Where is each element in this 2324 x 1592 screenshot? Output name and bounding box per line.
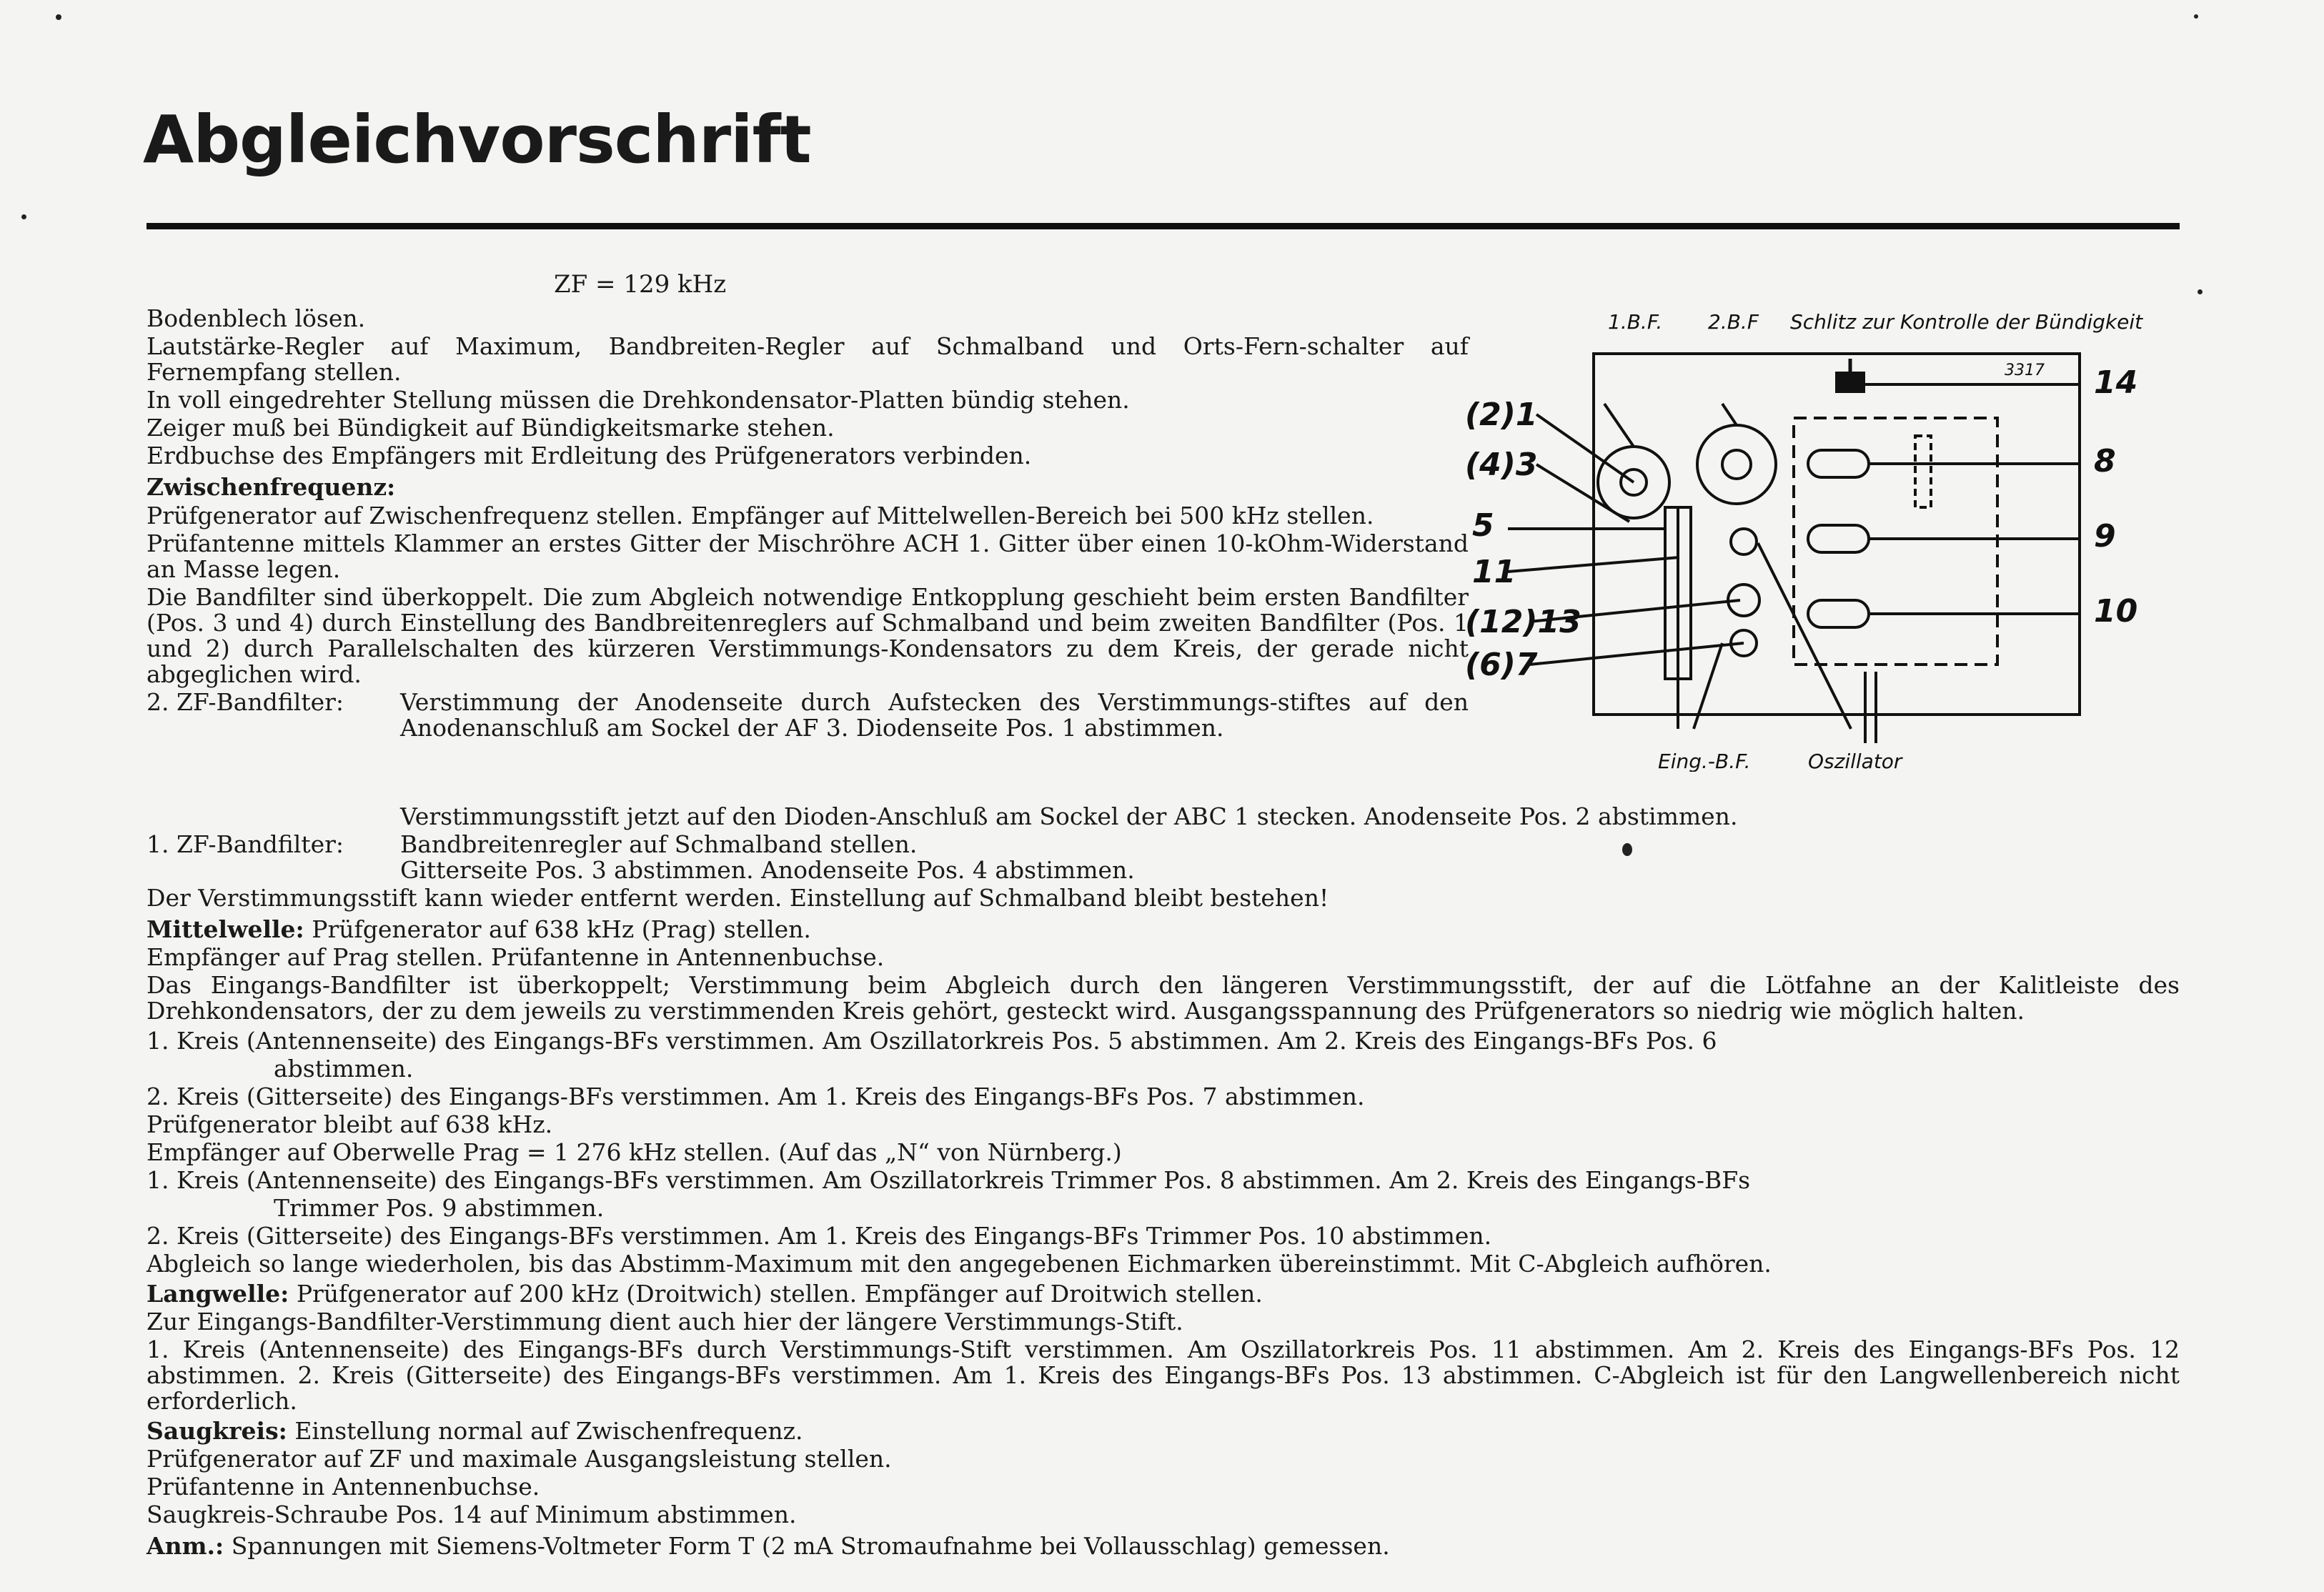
zf2-continued: Verstimmungsstift jetzt auf den Dioden-Anschluß am Sockel der ABC 1 stecken. Anodenseite Pos. 2 abstimmen.: [400, 802, 1738, 830]
intro-line: Lautstärke-Regler auf Maximum, Bandbreiten-Regler auf Schmalband und Orts-Fern-schalter auf Fernempfang stellen.: [147, 332, 1469, 386]
zf-paragraph: Prüfantenne mittels Klammer an erstes Gitter der Mischröhre ACH 1. Gitter über einen 10-kOhm-Widerstand an Masse legen.: [147, 529, 1469, 583]
saug-first-line: [147, 1418, 2180, 1444]
mittel-paragraph: Empfänger auf Prag stellen. Prüfantenne in Antennenbuchse.: [147, 943, 885, 971]
label-schlitz: Schlitz zur Kontrolle der Bündigkeit: [1790, 310, 2143, 334]
anm-line: [147, 1533, 2180, 1559]
page-title: Abgleichvorschrift: [143, 101, 811, 178]
saug-line: Saugkreis-Schraube Pos. 14 auf Minimum abstimmen.: [147, 1501, 797, 1528]
zf-end: Der Verstimmungsstift kann wieder entfernt werden. Einstellung auf Schmalband bleibt bestehen!: [147, 884, 1329, 912]
intro-line: Zeiger muß bei Bündigkeit auf Bündigkeitsmarke stehen.: [147, 414, 835, 442]
section-heading-mittelwelle: Mittelwelle:: [147, 915, 304, 943]
section-heading-langwelle: Langwelle:: [147, 1280, 289, 1308]
slot: [1808, 525, 1869, 552]
label-12-13: (12)13: [1465, 604, 1581, 640]
scan-speck: [21, 214, 26, 219]
slot: [1808, 450, 1869, 477]
intro-line: Bodenblech lösen.: [147, 304, 366, 332]
lang-line: Zur Eingangs-Bandfilter-Verstimmung dient auch hier der längere Verstimmungs-Stift.: [147, 1308, 1183, 1335]
label-8: 8: [2094, 443, 2116, 479]
label-2bf: 2.B.F: [1708, 310, 1759, 334]
section-heading-anm: Anm.:: [147, 1532, 224, 1560]
lang-first: Prüfgenerator auf 200 kHz (Droitwich) stellen. Empfänger auf Droitwich stellen.: [296, 1280, 1263, 1308]
socket-2bf-center: [1722, 450, 1751, 479]
label-5: 5: [1472, 507, 1494, 544]
mittel-kreis: 2. Kreis (Gitterseite) des Eingangs-BFs verstimmen. Am 1. Kreis des Eingangs-BFs Trimmer Pos. 10 abstimmen.: [147, 1222, 1492, 1250]
label-1bf: 1.B.F.: [1608, 310, 1663, 334]
scan-speck: [2194, 14, 2198, 19]
zf-paragraph: Prüfgenerator auf Zwischenfrequenz stellen. Empfänger auf Mittelwellen-Bereich bei 500 kHz stellen.: [147, 502, 1374, 529]
zf2-text: Verstimmung der Anodenseite durch Aufstecken des Verstimmungs-stiftes auf den Anodenanschluß am Sockel der AF 3. Diodenseite Pos. 1 abstimmen.: [400, 688, 1469, 742]
trimmer-socket: [1731, 529, 1757, 554]
mittel-line: Prüfgenerator bleibt auf 638 kHz.: [147, 1110, 553, 1138]
pointer-line-osz: [1758, 543, 1851, 729]
section-heading-saugkreis: Saugkreis:: [147, 1417, 287, 1445]
mittel-kreis-cont: Trimmer Pos. 9 abstimmen.: [274, 1194, 605, 1222]
mittel-kreis: 2. Kreis (Gitterseite) des Eingangs-BFs verstimmen. Am 1. Kreis des Eingangs-BFs Pos. 7 abstimmen.: [147, 1083, 1365, 1110]
label-oszillator: Oszillator: [1808, 750, 1902, 772]
pointer-line: [1604, 404, 1634, 447]
mittel-first: Prüfgenerator auf 638 kHz (Prag) stellen.: [312, 915, 811, 943]
label-10: 10: [2094, 593, 2138, 630]
intro-line: Erdbuchse des Empfängers mit Erdleitung des Prüfgenerators verbinden.: [147, 442, 1032, 469]
section-heading-zwischenfrequenz: Zwischenfrequenz:: [147, 473, 396, 501]
mittel-end: Abgleich so lange wiederholen, bis das Abstimm-Maximum mit den angegebenen Eichmarken übereinstimmt. Mit C-Abgleich aufhören.: [147, 1250, 1772, 1278]
saug-first: Einstellung normal auf Zwischenfrequenz.: [294, 1417, 803, 1445]
pointer-line: [1722, 404, 1737, 425]
label-4-3: (4)3: [1465, 447, 1538, 483]
zf1-text: Bandbreitenregler auf Schmalband stellen.: [400, 830, 918, 858]
mittel-line: Empfänger auf Oberwelle Prag = 1 276 kHz stellen. (Auf das „N“ von Nürnberg.): [147, 1138, 1122, 1166]
pointer-line-4-3: [1536, 464, 1629, 522]
zf-value: ZF = 129 kHz: [554, 270, 727, 299]
lang-paragraph: 1. Kreis (Antennenseite) des Eingangs-BFs durch Verstimmungs-Stift verstimmen. Am Oszillatorkreis Pos. 11 abstimmen. Am 2. Kreis des Eingangs-BFs Pos. 12 abstimmen. 2. Kreis (Gitterseite) des Eingangs-BFs verstimmen. Am 1. Kreis des Eingangs-BFs Pos. 13 abstimmen. C-Abgleich ist für den Langwellenbereich nicht erforderlich.: [147, 1335, 2180, 1415]
scan-speck: [2198, 289, 2203, 294]
zf1-label: 1. ZF-Bandfilter:: [147, 830, 344, 858]
saug-line: Prüfantenne in Antennenbuchse.: [147, 1473, 540, 1501]
label-num: 3317: [2005, 362, 2045, 379]
slot: [1808, 600, 1869, 627]
socket-1bf-center: [1621, 469, 1647, 495]
saug-line: Prüfgenerator auf ZF und maximale Ausgangsleistung stellen.: [147, 1445, 892, 1473]
saugkreis-screw: [1835, 359, 1865, 393]
anm-text: Spannungen mit Siemens-Voltmeter Form T (2 mA Stromaufnahme bei Vollausschlag) gemessen.: [231, 1532, 1390, 1560]
zf2-label: 2. ZF-Bandfilter:: [147, 688, 344, 716]
label-eing-bf: Eing.-B.F.: [1658, 750, 1751, 772]
label-2-1: (2)1: [1465, 397, 1538, 433]
label-11: 11: [1472, 554, 1516, 590]
control-slot: [1915, 436, 1931, 507]
title-rule: [147, 223, 2180, 229]
zf2-row: [147, 690, 1469, 743]
mittel-paragraph: Das Eingangs-Bandfilter ist überkoppelt; Verstimmung beim Abgleich durch den längeren Verstimmungsstift, der auf die Lötfahne an der Kalitleiste des Drehkondensators, der zu dem jeweils zu verstimmenden Kreis gehört, gesteckt wird. Ausgangsspannung des Prüfgenerators so niedrig wie möglich halten.: [147, 971, 2180, 1025]
socket-2bf: [1697, 425, 1776, 504]
zf1-row: [147, 832, 2180, 857]
mittel-first-line: [147, 917, 2180, 942]
mittel-kreis: 1. Kreis (Antennenseite) des Eingangs-BFs verstimmen. Am Oszillatorkreis Pos. 5 abstimmen. Am 2. Kreis des Eingangs-BFs Pos. 6: [147, 1027, 1717, 1055]
scan-speck: [1622, 843, 1632, 856]
pointer-line-6-7: [1529, 643, 1744, 665]
alignment-diagram: [1465, 300, 2151, 772]
zf1-continued: Gitterseite Pos. 3 abstimmen. Anodenseite Pos. 4 abstimmen.: [400, 856, 1135, 884]
upper-column: [147, 306, 1469, 743]
lang-first-line: [147, 1281, 2180, 1307]
lower-column: [147, 804, 2180, 1561]
label-9: 9: [2094, 518, 2116, 554]
label-14: 14: [2094, 364, 2138, 401]
mittel-kreis: 1. Kreis (Antennenseite) des Eingangs-BFs verstimmen. Am Oszillatorkreis Trimmer Pos. 8 abstimmen. Am 2. Kreis des Eingangs-BFs: [147, 1166, 1751, 1194]
label-6-7: (6)7: [1465, 647, 1538, 683]
scan-speck: [56, 14, 61, 20]
mittel-kreis-cont: abstimmen.: [274, 1055, 414, 1083]
intro-line: In voll eingedrehter Stellung müssen die Drehkondensator-Platten bündig stehen.: [147, 386, 1130, 414]
zf-paragraph: Die Bandfilter sind überkoppelt. Die zum Abgleich notwendige Entkopplung geschieht beim ersten Bandfilter (Pos. 3 und 4) durch Einstellung des Bandbreitenreglers auf Schmalband und beim zweiten Bandfilter (Pos. 1 und 2) durch Parallelschalten des kürzeren Verstimmungs-Kondensators zu dem Kreis, der gerade nicht abgeglichen wird.: [147, 583, 1469, 688]
